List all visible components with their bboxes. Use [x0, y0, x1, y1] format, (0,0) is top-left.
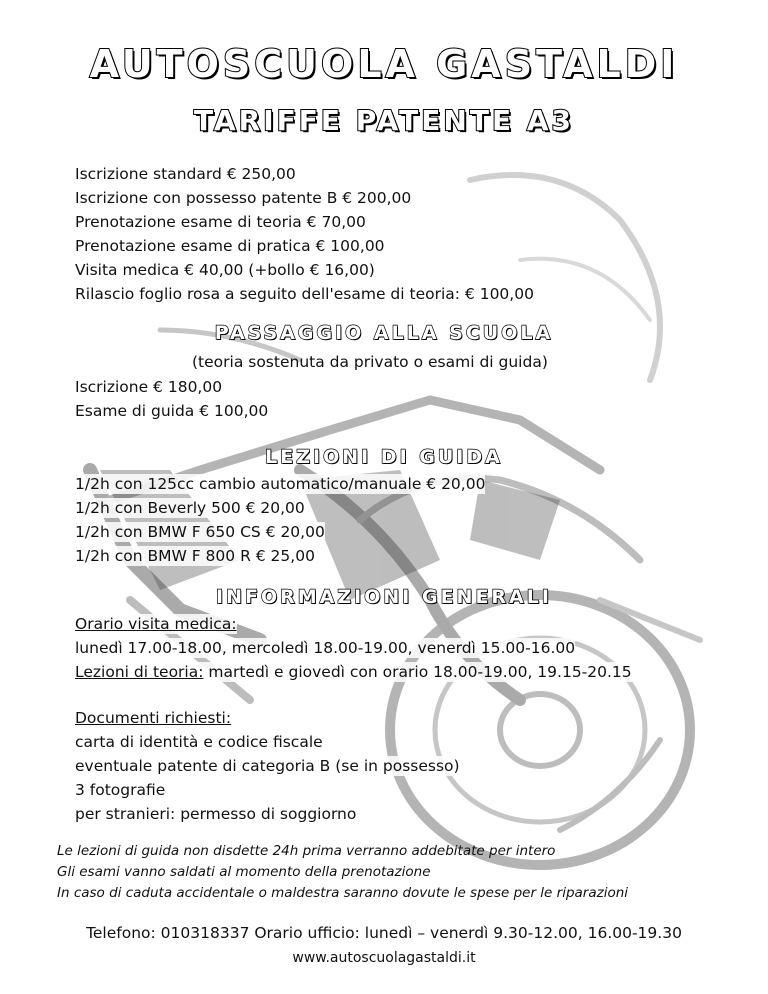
website-link[interactable]: www.autoscuolagastaldi.it [292, 950, 476, 966]
visita-hours: lunedì 17.00-18.00, mercoledì 18.00-19.00, venerdì 15.00-16.00 [75, 639, 576, 657]
teoria-row [75, 662, 632, 682]
contact-info: Telefono: 010318337 Orario ufficio: lunedì – venerdì 9.30-12.00, 16.00-19.30 [86, 924, 682, 942]
fee-item: Iscrizione standard € 250,00 [75, 165, 296, 183]
documento-item: eventuale patente di categoria B (se in possesso) [75, 757, 460, 775]
lezione-item: 1/2h con Beverly 500 € 20,00 [75, 499, 305, 517]
fee-item: Visita medica € 40,00 (+bollo € 16,00) [75, 261, 375, 279]
section-title-info: INFORMAZIONI GENERALI [216, 586, 552, 608]
passaggio-item: Esame di guida € 100,00 [75, 402, 269, 420]
section-title-passaggio: PASSAGGIO ALLA SCUOLA [214, 322, 554, 344]
fee-item: Iscrizione con possesso patente B € 200,00 [75, 189, 412, 207]
lezione-item: 1/2h con BMW F 650 CS € 20,00 [75, 523, 325, 541]
visita-label: Orario visita medica: [75, 615, 237, 633]
passaggio-item: Iscrizione € 180,00 [75, 378, 223, 396]
fee-item: Prenotazione esame di pratica € 100,00 [75, 237, 385, 255]
teoria-label: Lezioni di teoria: [75, 663, 204, 681]
fee-item: Rilascio foglio rosa a seguito dell'esame di teoria: € 100,00 [75, 285, 534, 303]
documento-item: 3 fotografie [75, 781, 166, 799]
note-line: Gli esami vanno saldati al momento della prenotazione [57, 864, 431, 880]
lezione-item: 1/2h con BMW F 800 R € 25,00 [75, 547, 315, 565]
section-title-lezioni: LEZIONI DI GUIDA [265, 446, 503, 468]
documento-item: per stranieri: permesso di soggiorno [75, 805, 357, 823]
note-line: In caso di caduta accidentale o maldestra saranno dovute le spese per le riparazioni [57, 885, 629, 901]
note-line: Le lezioni di guida non disdette 24h prima verranno addebitate per intero [57, 843, 556, 859]
lezione-item: 1/2h con 125cc cambio automatico/manuale € 20,00 [75, 475, 486, 493]
documento-item: carta di identità e codice fiscale [75, 733, 323, 751]
fee-item: Prenotazione esame di teoria € 70,00 [75, 213, 366, 231]
page-subtitle: TARIFFE PATENTE A3 [194, 104, 574, 137]
passaggio-note: (teoria sostenuta da privato o esami di guida) [192, 353, 548, 371]
page-title: AUTOSCUOLA GASTALDI [89, 42, 679, 86]
teoria-hours: martedì e giovedì con orario 18.00-19.00, 19.15-20.15 [203, 663, 632, 681]
documenti-label: Documenti richiesti: [75, 709, 232, 727]
